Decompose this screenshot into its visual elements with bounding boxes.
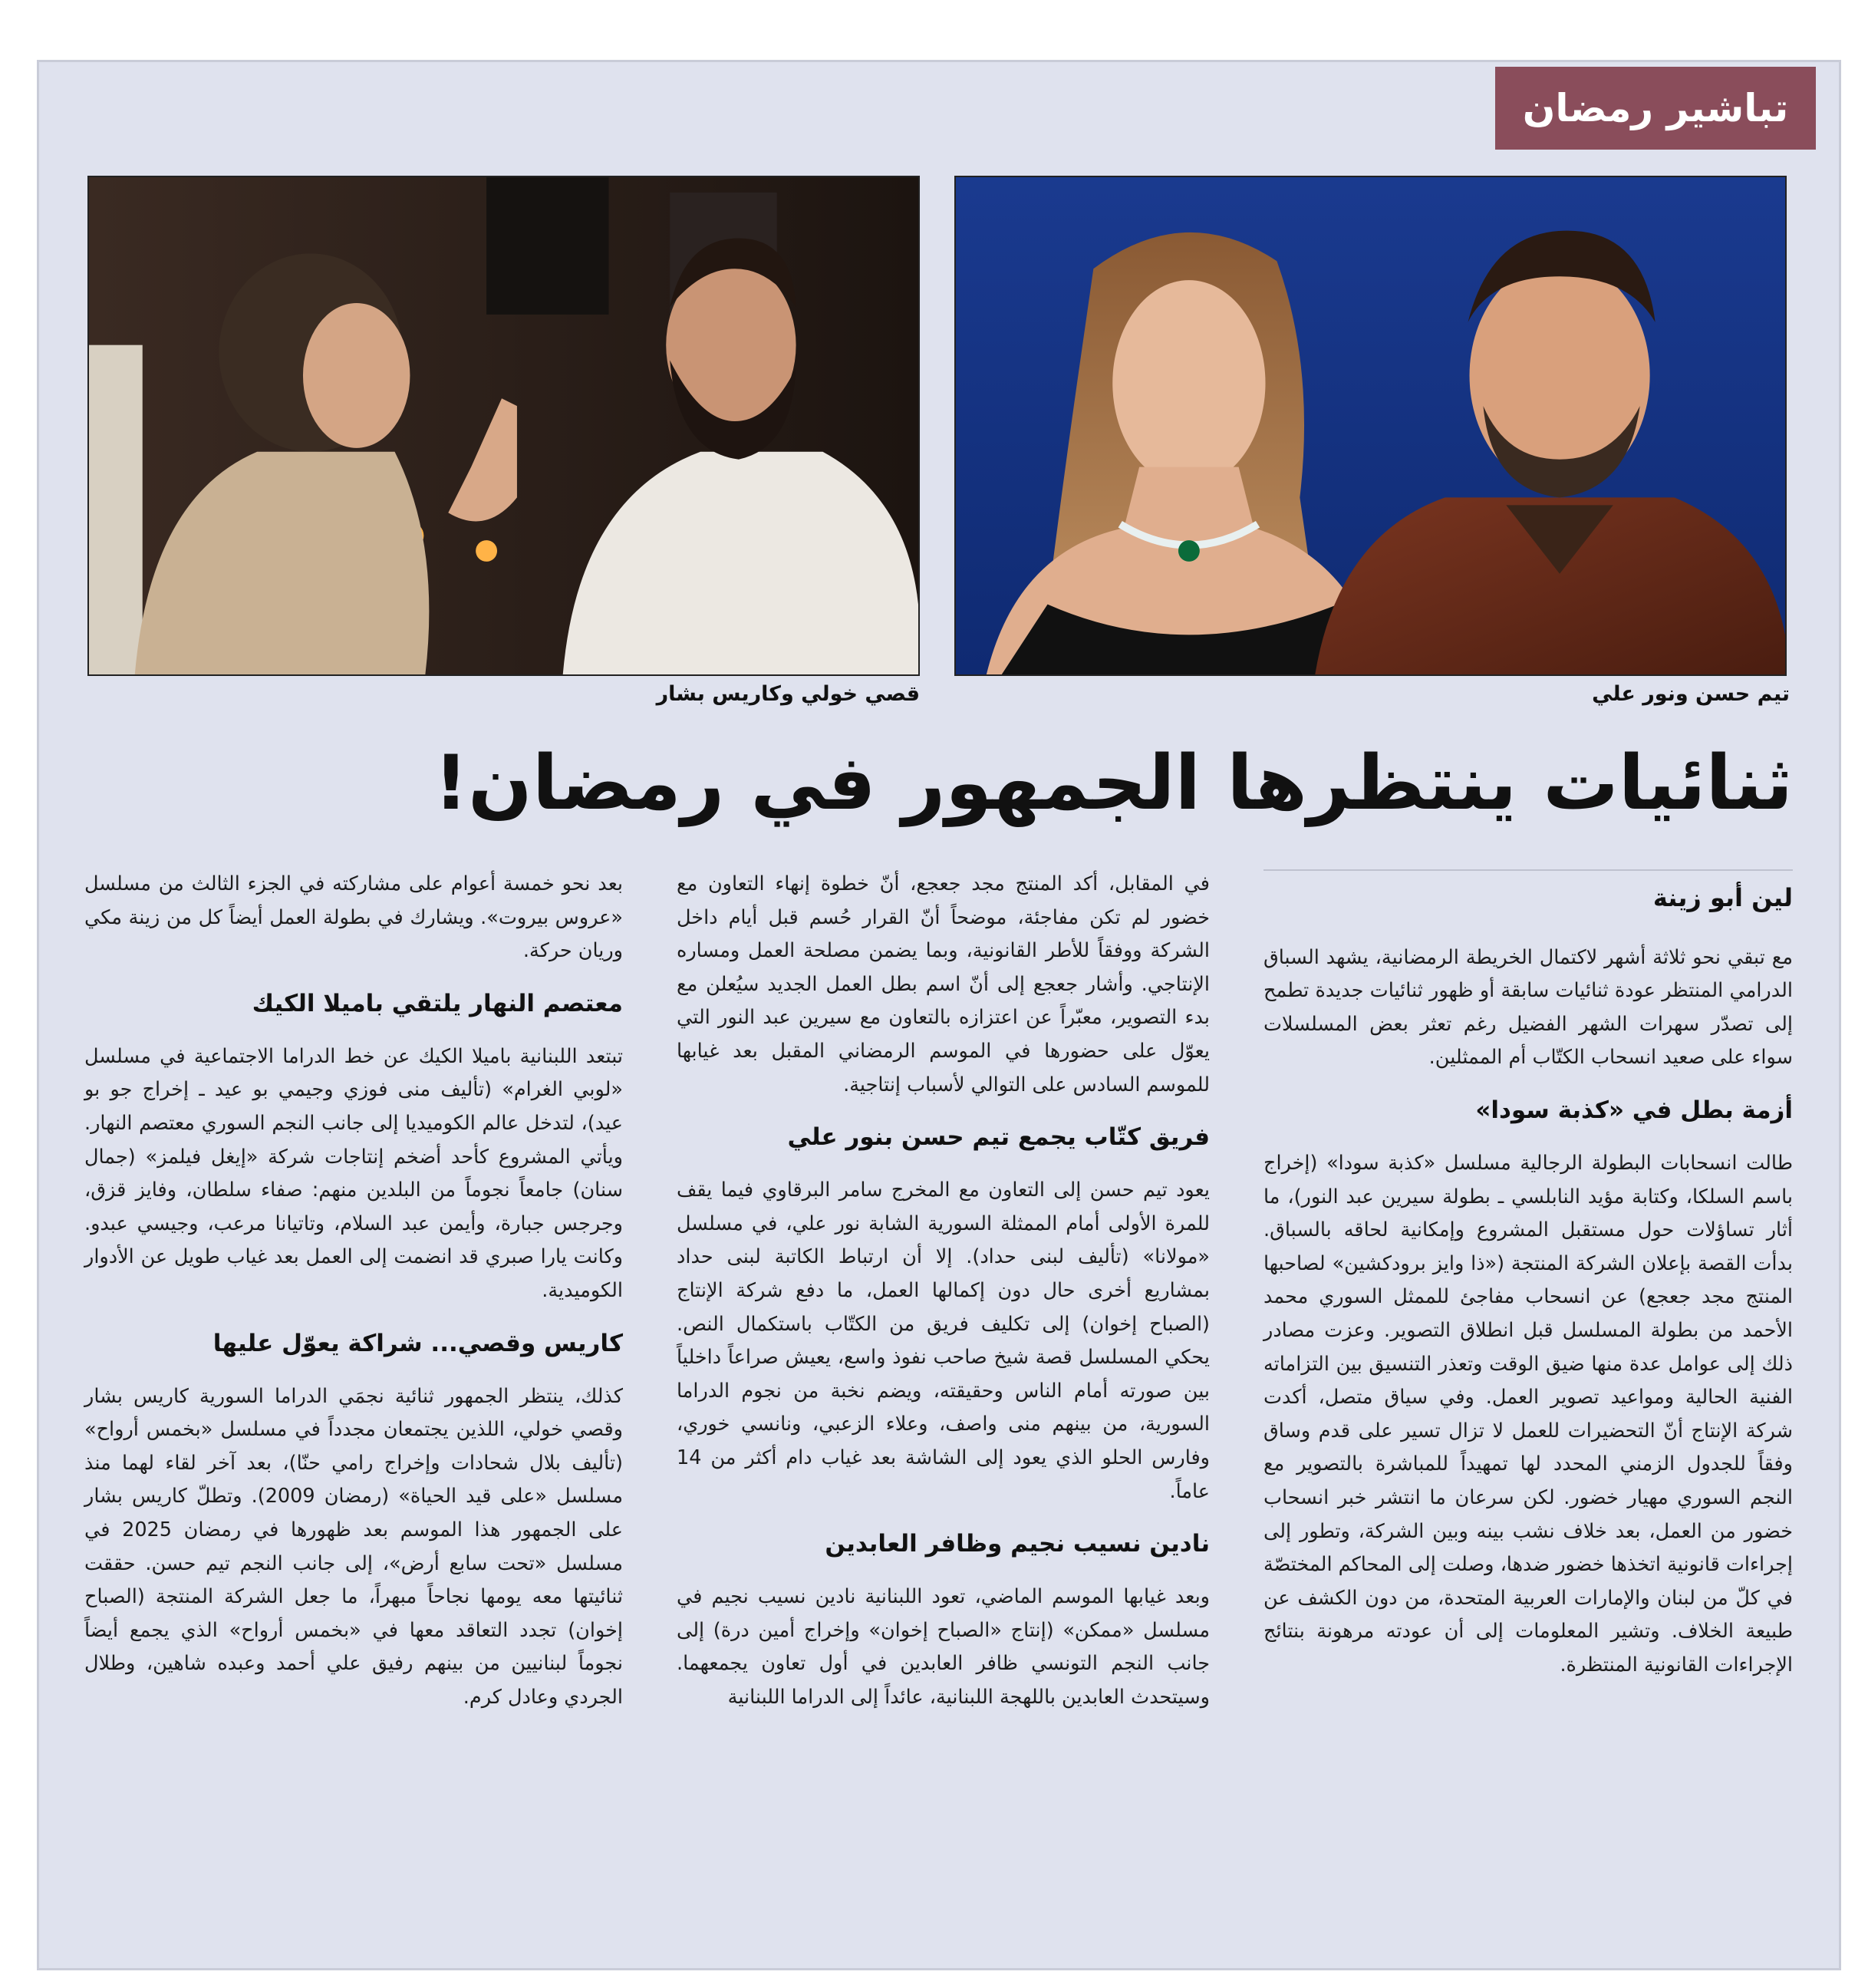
subheading-moatasem-alnahar: معتصم النهار يلتقي باميلا الكيك (252, 989, 623, 1017)
intro-paragraph: مع تبقي نحو ثلاثة أشهر لاكتمال الخريطة الرمضانية، يشهد السباق الدرامي المنتظر عودة ثنائيات سابقة أو ظهور ثنائيات جديدة تطمح إلى تصدّر سهرات الشهر الفضيل رغم تعثر بعض المسلسلات سواء على صعيد انسحاب الكتّاب أم الممثلين. (1263, 945, 1793, 1070)
headline: ثنائيات ينتظرها الجمهور في رمضان! (433, 740, 1793, 827)
article-column-2 (677, 868, 1210, 1720)
subheading-writers-team: فريق كتّاب يجمع تيم حسن بنور علي (787, 1123, 1210, 1152)
body-paragraph: بعد نحو خمسة أعوام على مشاركته في الجزء الثالث من مسلسل «عروس بيروت». ويشارك في بطولة العمل أيضاً كل من زينة مكي وريان حركة. (84, 872, 623, 963)
newspaper-page (37, 60, 1841, 1970)
body-paragraph: في المقابل، أكد المنتج مجد جعجع، أنّ خطوة إنهاء التعاون مع خضور لم تكن مفاجئة، موضحاً أنّ القرار حُسم قبل أيام داخل الشركة ووفقاً للأطر القانونية، وبما يضمن مصلحة العمل ومساره الإنتاجي. وأشار جعجع إلى أنّ اسم بطل العمل الجديد سيُعلن مع بدء التصوير، معبّراً عن اعتزازه بالتعاون مع سيرين عبد النور التي يعوّل على حضورها في الموسم الرمضاني المقبل بعد غيابها للموسم السادس على التوالي لأسباب إنتاجية. (677, 872, 1210, 1096)
photo-caption-right: تيم حسن ونور علي (1592, 682, 1790, 706)
subheading-nadine-nassib-njeim: نادين نسيب نجيم وظافر العابدين (825, 1530, 1210, 1558)
body-paragraph: وبعد غيابها الموسم الماضي، تعود اللبنانية نادين نسيب نجيم في مسلسل «ممكن» (إنتاج «الصباح إخوان» وإخراج أمين درة) إلى جانب النجم التونسي ظافر العابدين في أول تعاون يجمعهما. وسيتحدث العابدين باللهجة اللبنانية، عائداً إلى الدراما اللبنانية (677, 1585, 1210, 1709)
subheading-karis-qusai: كاريس وقصي... شراكة يعوّل عليها (212, 1329, 623, 1357)
section-tag: تباشير رمضان (1495, 67, 1816, 150)
article-column-1 (1263, 869, 1793, 1688)
column-divider (1263, 869, 1793, 871)
subheading-fake-black: أزمة بطل في «كذبة سودا» (1475, 1096, 1793, 1124)
article-column-3 (84, 868, 623, 1720)
body-paragraph: يعود تيم حسن إلى التعاون مع المخرج سامر البرقاوي فيما يقف للمرة الأولى أمام الممثلة السورية الشابة نور علي، في مسلسل «مولانا» (تأليف لبنى حداد). إلا أن ارتباط الكاتبة لبنى حداد بمشاريع أخرى حال دون إكمالها العمل، ما دفع شركة الإنتاج (الصباح إخوان) إلى تكليف فريق من الكتّاب باستكمال النص. يحكي المسلسل قصة شيخ صاحب نفوذ واسع، يعيش صراعاً داخلياً بين صورته أمام الناس وحقيقته، ويضم نخبة من نجوم الدراما السورية، من بينهم منى واصف، وعلاء الزعبي، ونانسي خوري، وفارس الحلو الذي يعود إلى الشاشة بعد غياب دام أكثر من 14 عاماً. (677, 1179, 1210, 1503)
body-paragraph: تبتعد اللبنانية باميلا الكيك عن خط الدراما الاجتماعية في مسلسل «لوبي الغرام» (تأليف منى فوزي وجيمي بو عيد ـ إخراج جو بو عيد)، لتدخل عالم الكوميديا إلى جانب النجم السوري معتصم النهار. ويأتي المشروع كأحد أضخم إنتاجات شركة «إيغل فيلمز» (جمال سنان) جامعاً نجوماً من البلدين منهم: صفاء سلطان، وفايز قزق، وجرجس جبارة، وأيمن عبد السلام، وتاتيانا مرعب، وجيسي عبدو. وكانت يارا صبري قد انضمت إلى العمل بعد غياب طويل عن الأدوار الكوميدية. (84, 1044, 623, 1302)
body-paragraph: طالت انسحابات البطولة الرجالية مسلسل «كذبة سودا» (إخراج باسم السلكا، وكتابة مؤيد النابلسي ـ بطولة سيرين عبد النور)، ما أثار تساؤلات حول مستقبل المشروع وإمكانية لحاقه بالسباق. بدأت القصة بإعلان الشركة المنتجة («ذا وايز برودكشين» لصاحبها المنتج مجد جعجع) عن انسحاب مفاجئ للممثل السوري محمد الأحمد من بطولة المسلسل قبل انطلاق التصوير. وعزت مصادر ذلك إلى عوامل عدة منها ضيق الوقت وتعذر التنسيق بين التزاماته الفنية الحالية ومواعيد تصوير العمل. وفي سياق متصل، أكدت شركة الإنتاج أنّ التحضيرات للعمل لا تزال تسير على قدم وساق وفقاً للجدول الزمني المحدد لها تمهيداً للمباشرة بالتصوير مع النجم السوري مهيار خضور. لكن سرعان ما انتشر خبر انسحاب خضور من العمل، بعد خلاف نشب بينه وبين الشركة، وتطور إلى إجراءات قانونية اتخذها خضور ضدها، وصلت إلى المحاكم المختصّة في كلّ من لبنان والإمارات العربية المتحدة، من دون الكشف عن طبيعة الخلاف. وتشير المعلومات إلى أن عودته مرهونة بنتائج الإجراءات القانونية المنتظرة. (1263, 1151, 1793, 1676)
photo-qusai-khouli-karis-bashar (87, 176, 920, 676)
photo-caption-left: قصي خولي وكاريس بشار (656, 682, 920, 706)
body-paragraph: كذلك، ينتظر الجمهور ثنائية نجمَي الدراما السورية كاريس بشار وقصي خولي، اللذين يجتمعان مجدداً في مسلسل «بخمس أرواح» (تأليف بلال شحادات وإخراج رامي حنّا)، بعد آخر لقاء لهما منذ مسلسل «على قيد الحياة» (رمضان 2009). وتطلّ كاريس بشار على الجمهور هذا الموسم بعد ظهورها في رمضان 2025 في مسلسل «تحت سابع أرض»، إلى جانب النجم تيم حسن. حققت ثنائيتها معه يومها نجاحاً مبهراً، ما جعل الشركة المنتجة (الصباح إخوان) تجدد التعاقد معها في «بخمس أرواح» الذي يجمع أيضاً نجوماً لبنانيين من بينهم رفيق علي أحمد وعبده شاهين، وطلال الجردي وعادل كرم. (84, 1384, 623, 1709)
byline: لين أبو زينة (1652, 883, 1793, 912)
photo-tim-hassan-nour-ali (954, 176, 1787, 676)
